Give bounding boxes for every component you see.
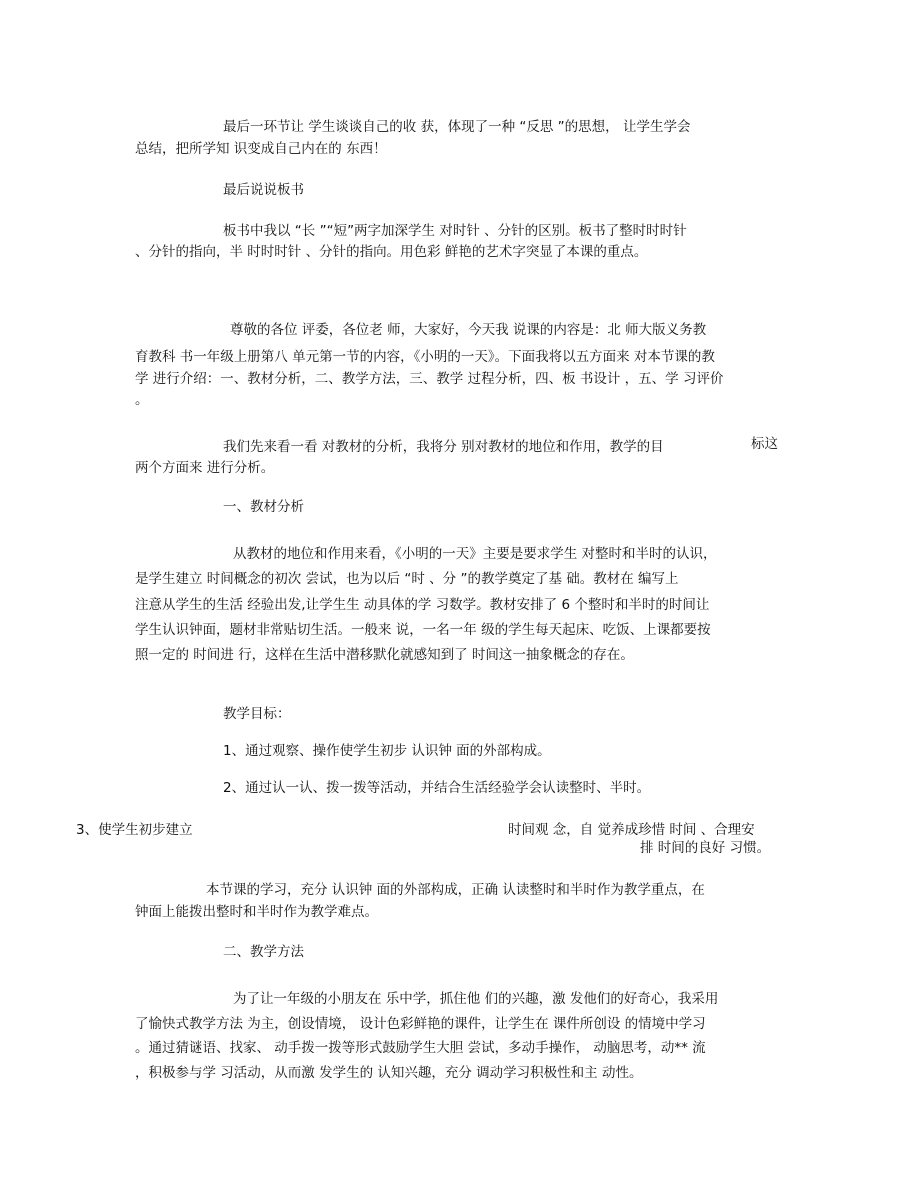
text-line: 是学生建立 时间概念的初次 尝试，也为以后 “时 、分 ”的教学奠定了基 础。教材在 编写上 [135, 571, 679, 587]
text-line: 学 进行介绍：一、教材分析，二、教学方法，三、教学 过程分析，四、板 书设计 ，五、学 习评价 [135, 371, 724, 387]
text-line: 排 时间的良好 习惯。 [640, 840, 771, 856]
text-line: 为了让一年级的小朋友在 乐中学，抓住他 们的兴趣，激 发他们的好奇心，我采用 [233, 991, 719, 1007]
text-line: 2、通过认一认、拨一拨等活动，并结合生活经验学会认读整时、半时。 [223, 780, 651, 796]
text-line: 两个方面来 进行分析。 [135, 460, 275, 476]
text-line: 。通过猜谜语、找家、 动手拨一拨等形式鼓励学生大胆 尝试，多动手操作， 动脑思考，动** 流 [135, 1040, 706, 1056]
text-line: 从教材的地位和作用来看，《小明的一天》主要是要求学生 对整时和半时的认识， [233, 546, 717, 562]
text-line: 了愉快式教学方法 为主，创设情境， 设计色彩鲜艳的课件，让学生在 课件所创设 的情境中学习 [135, 1016, 706, 1032]
text-line: 学生认识钟面，题材非常贴切生活。一般来 说，一名一年 级的学生每天起床、吃饭、上课都要按 [135, 622, 711, 638]
section-heading: 二、教学方法 [223, 944, 304, 960]
section-heading: 一、教材分析 [223, 499, 304, 515]
text-line: 3、使学生初步建立 [76, 822, 193, 838]
text-line: 育教科 书一年级上册第八 单元第一节的内容，《小明的一天》。下面我将以五方面来 对本节课的教 [135, 349, 715, 365]
text-line: 尊敬的各位 评委，各位老 师，大家好，今天我 说课的内容是：北 师大版义务教 [230, 322, 707, 338]
text-line: 最后一环节让 学生谈谈自己的收 获，体现了一种 “反思 ”的思想， 让学生学会 [223, 119, 691, 135]
text-line: 标这 [751, 436, 778, 452]
text-line: 注意从学生的生活 经验出发,让学生生 动具体的学 习数学。教材安排了 6 个整时和半时的时间让 [135, 597, 710, 613]
text-line: 照一定的 时间进 行，这样在生活中潜移默化就感知到了 时间这一抽象概念的存在。 [135, 647, 634, 663]
text-line: 、分针的指向，半 时时时针 、分针的指向。用色彩 鲜艳的艺术字突显了本课的重点。 [135, 244, 648, 260]
text-line: 钟面上能拨出整时和半时作为教学难点。 [135, 904, 378, 920]
text-line: 。 [135, 392, 149, 408]
text-line: 板书中我以 “长 ”“短”两字加深学生 对时针 、分针的区别。板书了整时时时针 [223, 223, 687, 239]
text-line: 1、通过观察、操作使学生初步 认识钟 面的外部构成。 [223, 743, 551, 759]
text-line: 本节课的学习，充分 认识钟 面的外部构成，正确 认读整时和半时作为教学重点，在 [206, 882, 705, 898]
text-line: ，积极参与学 习活动，从而激 发学生的 认知兴趣，充分 调动学习积极性和主 动性。 [135, 1065, 643, 1081]
text-line: 我们先来看一看 对教材的分析，我将分 别对教材的地位和作用，教学的目 [223, 439, 664, 455]
text-line: 总结，把所学知 识变成自己内在的 东西！ [135, 141, 387, 157]
section-heading: 教学目标： [223, 706, 291, 722]
section-heading: 最后说说板书 [223, 182, 304, 198]
text-line: 时间观 念，自 觉养成珍惜 时间 、合理安 [508, 822, 755, 838]
